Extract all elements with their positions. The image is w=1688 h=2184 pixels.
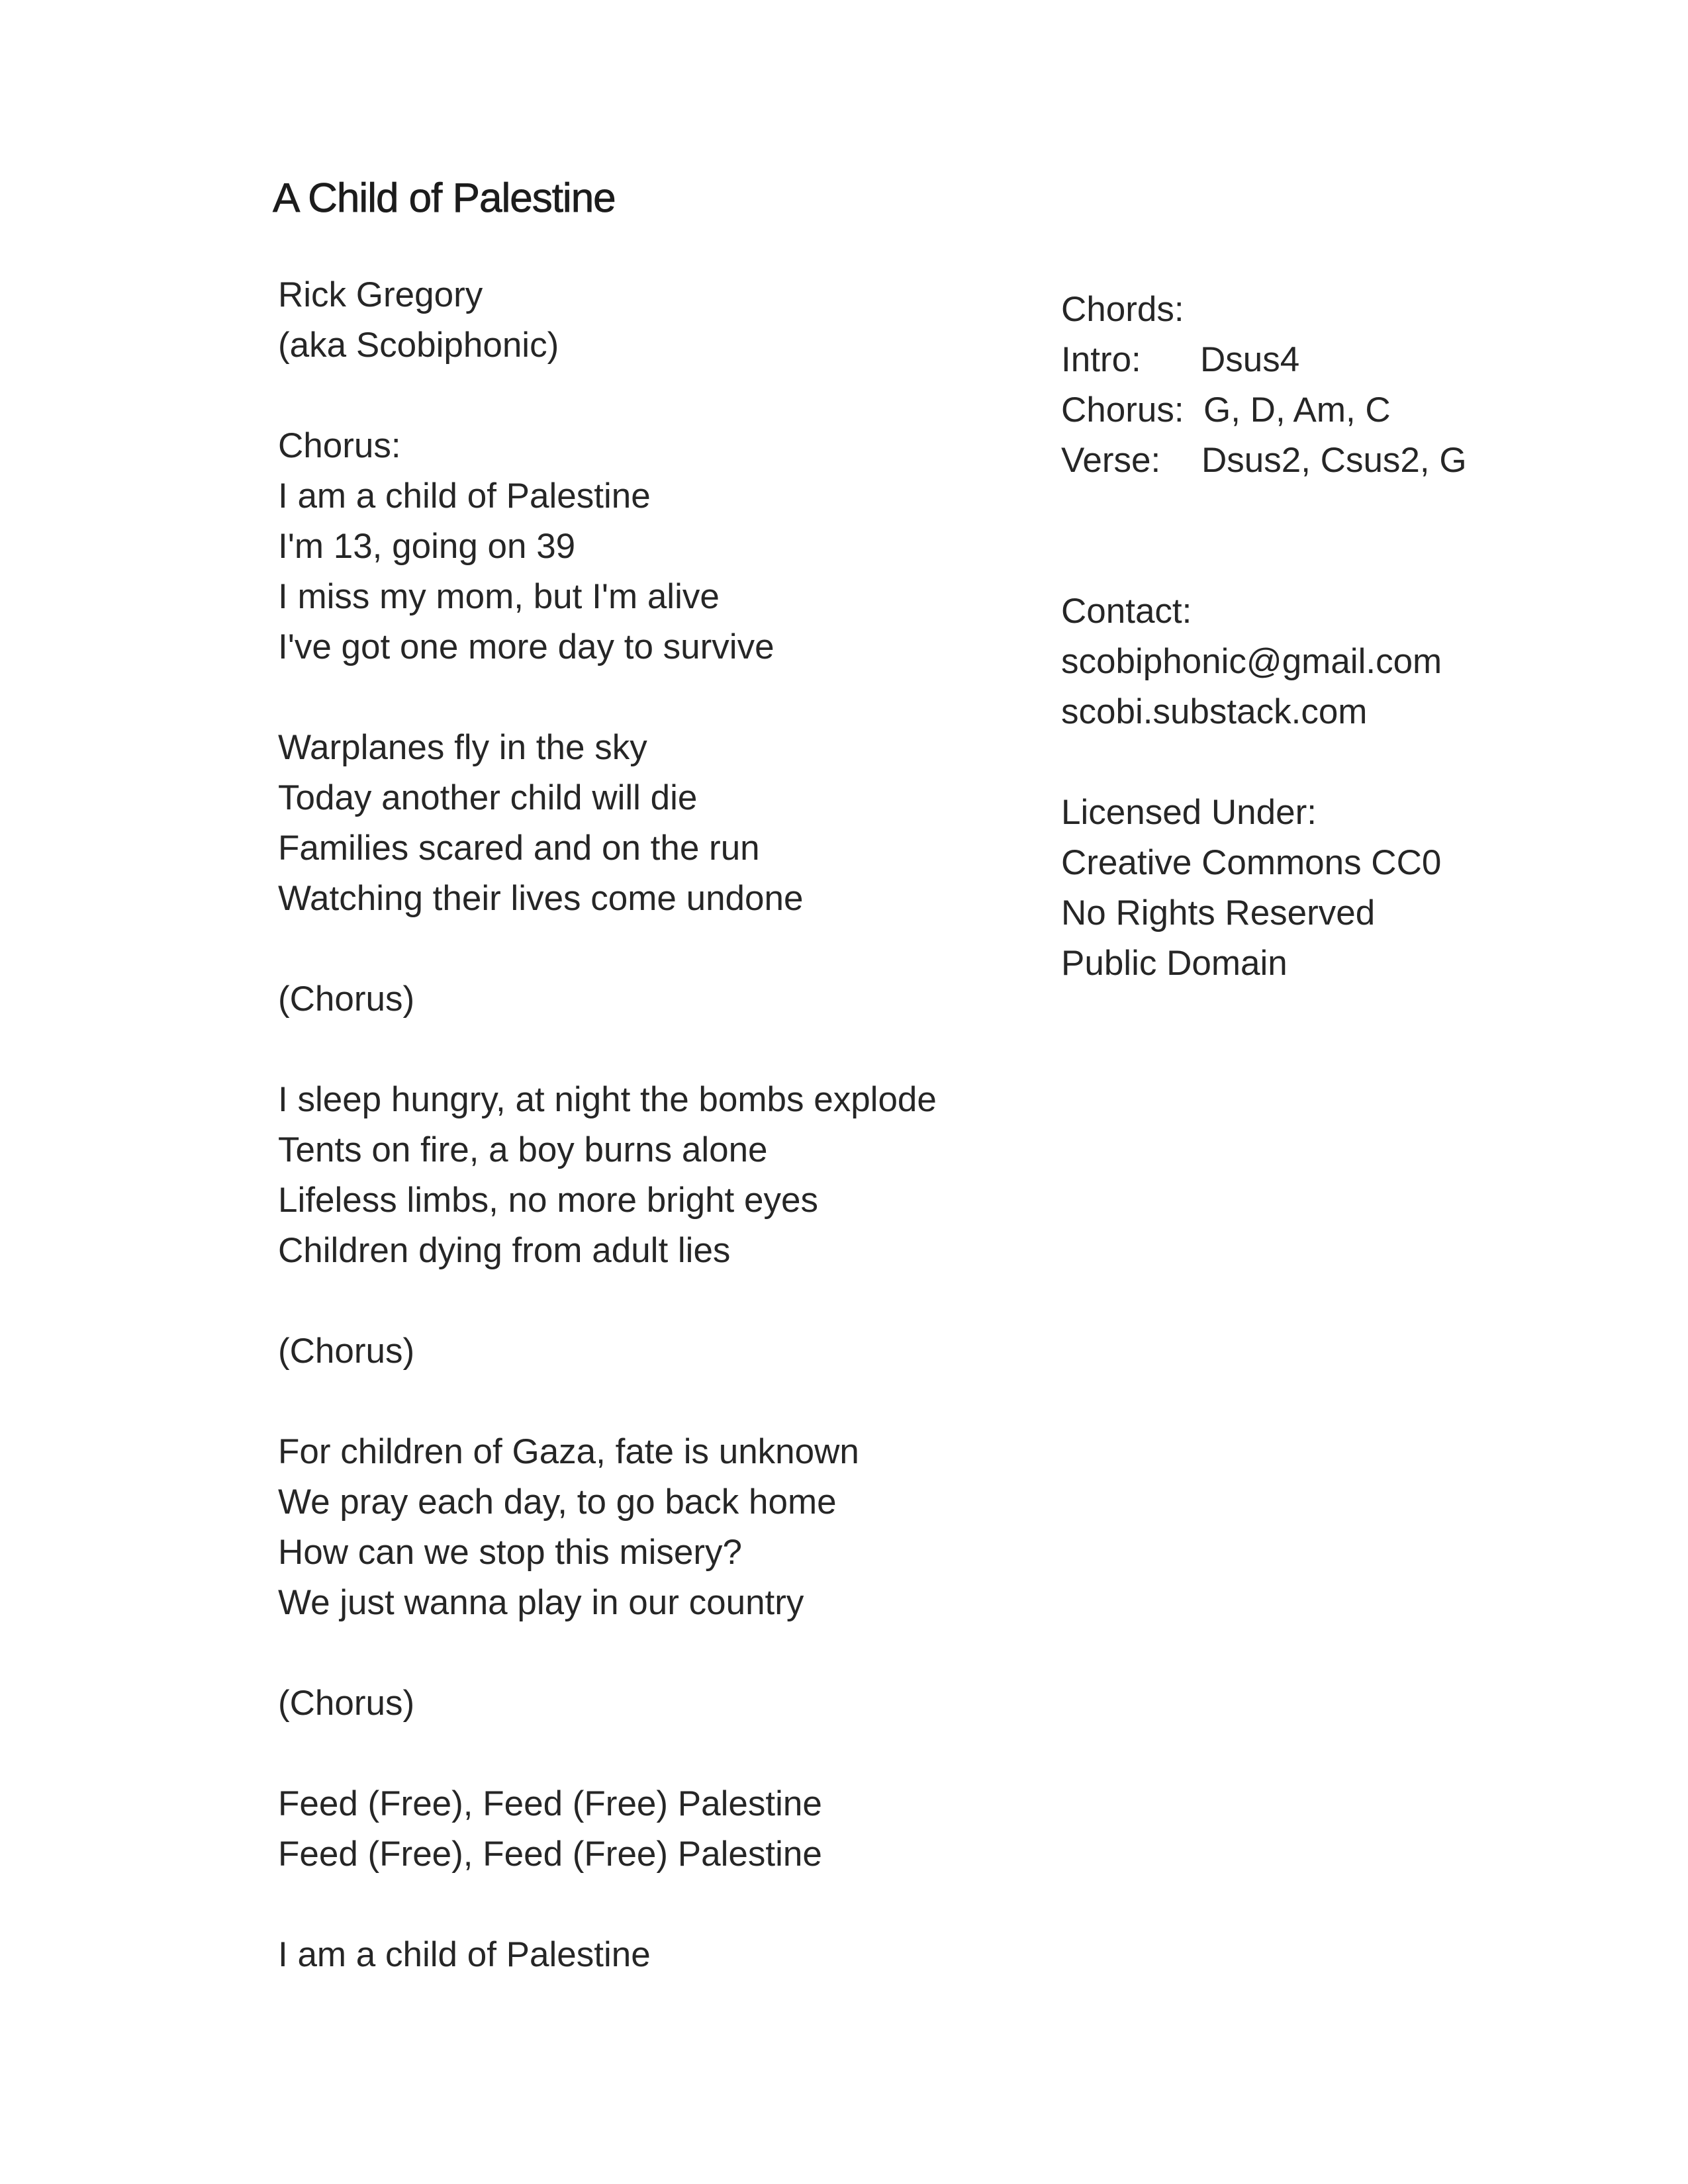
lyric-line: We just wanna play in our country: [278, 1583, 804, 1622]
lyric-line: Today another child will die: [278, 778, 698, 817]
lyric-line: I am a child of Palestine: [278, 477, 651, 516]
author-alias: (aka Scobiphonic): [278, 326, 559, 365]
chord-value: Dsus2, Csus2, G: [1201, 441, 1467, 480]
lyric-line: Families scared and on the run: [278, 829, 760, 868]
chord-row-verse: [1061, 435, 1657, 486]
chord-label: Verse:: [1061, 441, 1161, 480]
spacer: [278, 1377, 1059, 1427]
chords-heading: Chords:: [1061, 290, 1184, 329]
lyric-line: Tents on fire, a boy burns alone: [278, 1130, 768, 1169]
lyric-line: I miss my mom, but I'm alive: [278, 577, 720, 616]
author-name: Rick Gregory: [278, 275, 483, 314]
chord-row-intro: [1061, 335, 1657, 385]
spacer: [278, 1880, 1059, 1930]
final-lyric-line: I am a child of Palestine: [278, 1935, 651, 1974]
lyric-line: I'm 13, going on 39: [278, 527, 576, 566]
lyric-line: I've got one more day to survive: [278, 627, 774, 666]
spacer: [1061, 486, 1657, 586]
license-line: Public Domain: [1061, 944, 1288, 983]
chord-value: G, D, Am, C: [1203, 390, 1391, 430]
contact-website: scobi.substack.com: [1061, 692, 1368, 731]
lyric-line: Lifeless limbs, no more bright eyes: [278, 1181, 818, 1220]
spacer: [278, 1628, 1059, 1678]
lyric-line: Children dying from adult lies: [278, 1231, 731, 1270]
lyric-line: Watching their lives come undone: [278, 879, 804, 918]
lyric-line: I sleep hungry, at night the bombs explode: [278, 1080, 937, 1119]
spacer: [278, 1729, 1059, 1779]
spacer: [278, 1276, 1059, 1326]
spacer: [278, 672, 1059, 723]
chord-label: Intro:: [1061, 340, 1141, 379]
lyric-line: Warplanes fly in the sky: [278, 728, 647, 767]
chord-label: Chorus:: [1061, 390, 1184, 430]
lyrics-column: [278, 270, 1059, 1980]
license-heading: Licensed Under:: [1061, 793, 1317, 832]
contact-email: scobiphonic@gmail.com: [1061, 642, 1442, 681]
chorus-reference: (Chorus): [278, 979, 415, 1019]
chord-row-chorus: [1061, 385, 1657, 435]
spacer: [278, 1024, 1059, 1075]
contact-heading: Contact:: [1061, 592, 1192, 631]
lyric-line: Feed (Free), Feed (Free) Palestine: [278, 1784, 822, 1823]
info-column: [1061, 285, 1657, 989]
chord-value: Dsus4: [1200, 340, 1300, 379]
license-line: No Rights Reserved: [1061, 893, 1376, 933]
lyric-line: For children of Gaza, fate is unknown: [278, 1432, 859, 1471]
chorus-heading: Chorus:: [278, 426, 401, 465]
spacer: [1061, 737, 1657, 788]
license-line: Creative Commons CC0: [1061, 843, 1442, 882]
chorus-reference: (Chorus): [278, 1332, 415, 1371]
lyric-line: How can we stop this misery?: [278, 1533, 743, 1572]
spacer: [278, 371, 1059, 421]
lyric-line: We pray each day, to go back home: [278, 1482, 837, 1522]
song-title: A Child of Palestine: [273, 175, 616, 221]
spacer: [278, 924, 1059, 974]
lyric-line: Feed (Free), Feed (Free) Palestine: [278, 1835, 822, 1874]
chorus-reference: (Chorus): [278, 1684, 415, 1723]
